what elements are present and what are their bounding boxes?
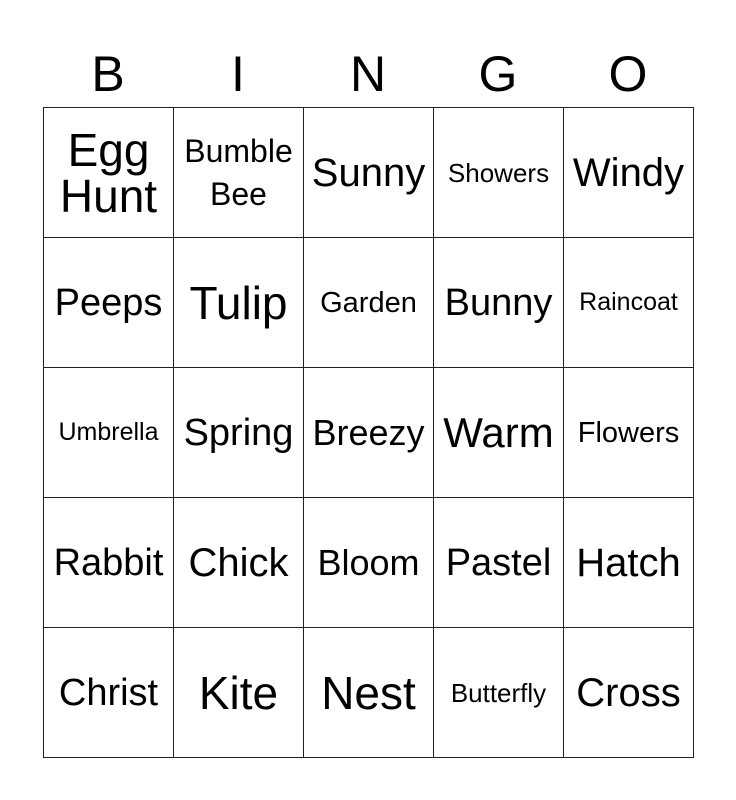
cell-label: Warm	[443, 408, 554, 456]
bingo-cell[interactable]	[174, 108, 304, 238]
cell-label: Cross	[576, 670, 681, 715]
cell-label: Garden	[320, 286, 417, 319]
bingo-cell[interactable]	[44, 368, 174, 498]
cell-label: Showers	[447, 157, 550, 188]
cell-label: Breezy	[312, 411, 425, 453]
header-letter-i: I	[231, 46, 245, 102]
cell-label: Pastel	[445, 541, 552, 584]
cell-label: Rabbit	[53, 541, 164, 584]
cell-label: Egg Hunt	[59, 123, 158, 222]
bingo-cell[interactable]	[174, 498, 304, 628]
cell-label: Chick	[188, 540, 289, 585]
bingo-cell[interactable]	[174, 368, 304, 498]
cell-label: Sunny	[311, 150, 426, 195]
cell-label: Raincoat	[579, 288, 678, 316]
bingo-cell[interactable]	[304, 238, 434, 368]
header-letter-g: G	[478, 46, 518, 102]
bingo-cell[interactable]	[44, 108, 174, 238]
bingo-cell[interactable]	[44, 498, 174, 628]
cell-label: Bumble Bee	[184, 132, 293, 212]
bingo-cell[interactable]	[434, 368, 564, 498]
cell-label: Christ	[58, 671, 159, 714]
bingo-cell[interactable]	[434, 498, 564, 628]
bingo-cell[interactable]	[434, 628, 564, 758]
cell-label: Butterfly	[450, 677, 547, 708]
bingo-grid	[43, 107, 694, 758]
cell-label: Flowers	[577, 416, 680, 449]
bingo-cell[interactable]	[434, 108, 564, 238]
bingo-header	[43, 42, 693, 106]
bingo-cell[interactable]	[174, 628, 304, 758]
header-letter-o: O	[608, 46, 648, 102]
cell-label: Nest	[321, 666, 416, 719]
bingo-cell[interactable]	[44, 238, 174, 368]
bingo-cell[interactable]	[304, 628, 434, 758]
header-letter-n: N	[349, 46, 387, 102]
cell-label: Windy	[572, 150, 685, 195]
cell-label: Bunny	[444, 281, 553, 324]
bingo-cell[interactable]	[304, 108, 434, 238]
cell-label: Tulip	[189, 276, 288, 329]
bingo-cell[interactable]	[304, 498, 434, 628]
header-letter-b: B	[91, 46, 125, 102]
bingo-cell[interactable]	[304, 368, 434, 498]
bingo-cell[interactable]	[564, 498, 694, 628]
cell-label: Bloom	[317, 541, 420, 583]
bingo-cell[interactable]	[174, 238, 304, 368]
bingo-cell[interactable]	[564, 108, 694, 238]
cell-label: Hatch	[576, 540, 681, 585]
bingo-cell[interactable]	[564, 368, 694, 498]
bingo-cell[interactable]	[44, 628, 174, 758]
cell-label: Kite	[198, 666, 279, 719]
cell-label: Spring	[183, 411, 294, 454]
cell-label: Umbrella	[58, 418, 159, 446]
bingo-cell[interactable]	[564, 238, 694, 368]
cell-label: Peeps	[54, 281, 163, 324]
bingo-cell[interactable]	[564, 628, 694, 758]
bingo-cell[interactable]	[434, 238, 564, 368]
